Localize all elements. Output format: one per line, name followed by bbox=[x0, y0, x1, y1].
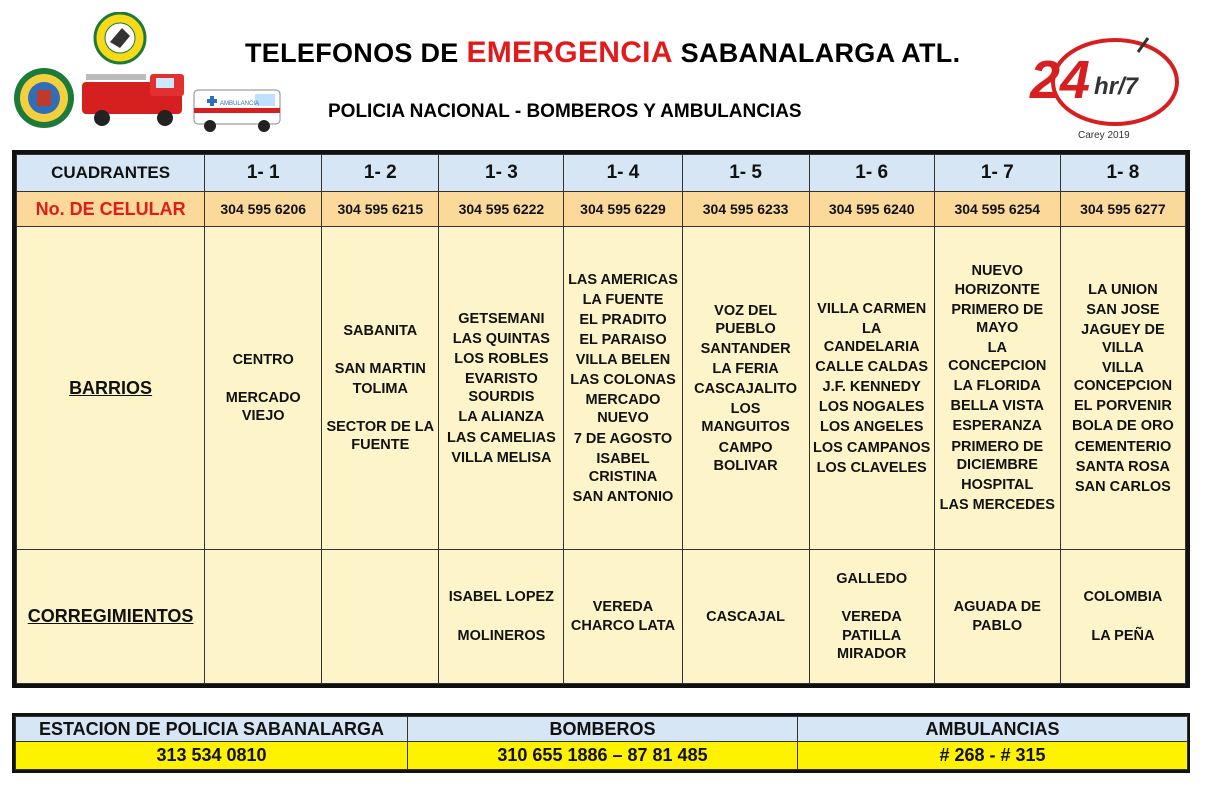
list-item: NUEVO HORIZONTE bbox=[954, 263, 1040, 298]
list-item: LAS QUINTAS bbox=[452, 330, 550, 347]
corregimientos-cell bbox=[322, 550, 439, 684]
phone-cell: 304 595 6222 bbox=[439, 192, 564, 227]
list-item: LA FERIA bbox=[712, 361, 779, 378]
list-item: J.F. KENNEDY bbox=[822, 379, 921, 396]
phone-cell: 304 595 6229 bbox=[564, 192, 682, 227]
quadrant-cell: 1- 7 bbox=[934, 155, 1060, 192]
ambulance-icon bbox=[194, 90, 280, 132]
list-item: VOZ DEL PUEBLO bbox=[714, 302, 777, 337]
barrios-cell bbox=[1060, 227, 1185, 550]
list-item: COLOMBIA bbox=[1083, 589, 1163, 606]
list-item: BELLA VISTA bbox=[950, 398, 1044, 415]
barrios-cell bbox=[205, 227, 322, 550]
quadrant-cell: 1- 5 bbox=[682, 155, 809, 192]
quadrant-cell: 1- 6 bbox=[809, 155, 934, 192]
list-item: LA ALIANZA bbox=[458, 409, 545, 426]
list-item: SAN JOSE bbox=[1086, 301, 1160, 318]
logos-group bbox=[10, 12, 290, 132]
list-item: CALLE CALDAS bbox=[815, 359, 929, 376]
list-item: CASCAJAL bbox=[706, 608, 786, 625]
list-item: SANTANDER bbox=[700, 340, 791, 357]
list-item: EVARISTO SOURDIS bbox=[464, 371, 538, 406]
list-item: LA FUENTE bbox=[582, 291, 664, 308]
list-item: LOS ROBLES bbox=[454, 351, 549, 368]
list-item: VEREDA PATILLA MIRADOR bbox=[837, 609, 907, 662]
list-item: LA FLORIDA bbox=[953, 378, 1041, 395]
corregimientos-cell bbox=[1060, 550, 1185, 684]
spacer bbox=[442, 609, 560, 625]
list-item: SAN ANTONIO bbox=[572, 488, 674, 505]
barrios-cell bbox=[682, 227, 809, 550]
title-suffix: SABANALARGA ATL. bbox=[680, 38, 961, 68]
list-item: VILLA CARMEN bbox=[817, 300, 927, 317]
list-item: JAGUEY DE VILLA bbox=[1081, 321, 1165, 356]
quadrants-label: CUADRANTES bbox=[17, 155, 205, 192]
list-item: BOLA DE ORO bbox=[1072, 418, 1174, 435]
barrios-cell bbox=[934, 227, 1060, 550]
badge-hr7: hr/7 bbox=[1094, 73, 1139, 100]
corregimientos-cell bbox=[564, 550, 682, 684]
police-station-phone: 313 534 0810 bbox=[16, 742, 408, 770]
list-item: EL PARAISO bbox=[579, 331, 667, 348]
fire-truck-icon bbox=[82, 74, 184, 126]
spacer bbox=[813, 590, 931, 606]
contacts-values-row bbox=[16, 742, 1188, 770]
phone-cell: 304 595 6206 bbox=[205, 192, 322, 227]
list-item: LA UNION bbox=[1088, 281, 1158, 298]
list-item: CEMENTERIO bbox=[1074, 438, 1172, 455]
spacer bbox=[208, 371, 318, 387]
list-item: 7 DE AGOSTO bbox=[573, 430, 673, 447]
list-item: LAS CAMELIAS bbox=[447, 429, 556, 446]
list-item: SABANITA bbox=[343, 322, 418, 339]
list-item: LOS MANGUITOS bbox=[701, 401, 790, 436]
page-subtitle: POLICIA NACIONAL - BOMBEROS Y AMBULANCIAS bbox=[328, 101, 802, 122]
phone-cell: 304 595 6215 bbox=[322, 192, 439, 227]
phone-cell: 304 595 6233 bbox=[682, 192, 809, 227]
list-item: CASCAJALITO bbox=[694, 381, 797, 398]
list-item: SECTOR DE LA FUENTE bbox=[326, 419, 435, 454]
list-item: VILLA BELEN bbox=[575, 352, 671, 369]
list-item: ESPERANZA bbox=[952, 418, 1042, 435]
corregimientos-row bbox=[17, 550, 1186, 684]
list-item: EL PORVENIR bbox=[1074, 398, 1172, 415]
list-item: LAS MERCEDES bbox=[939, 496, 1055, 513]
contacts-header-row bbox=[16, 717, 1188, 742]
list-item: LA CONCEPCION bbox=[948, 339, 1047, 375]
list-item: LOS CLAVELES bbox=[816, 459, 927, 476]
quadrant-cell: 1- 3 bbox=[439, 155, 564, 192]
phone-label: No. DE CELULAR bbox=[17, 192, 205, 227]
quadrant-cell: 1- 2 bbox=[322, 155, 439, 192]
corregimientos-cell bbox=[809, 550, 934, 684]
page-title bbox=[245, 36, 960, 70]
ambulances-header: AMBULANCIAS bbox=[798, 717, 1188, 742]
communications-seal-icon bbox=[95, 13, 145, 63]
list-item: AGUADA DE PABLO bbox=[953, 599, 1041, 634]
credit-text: Carey 2019 bbox=[1078, 130, 1130, 141]
phones-row bbox=[17, 192, 1186, 227]
police-shield-icon bbox=[14, 68, 74, 128]
list-item: LOS NOGALES bbox=[818, 399, 925, 416]
list-item: VILLA CONCEPCION bbox=[1073, 360, 1173, 395]
barrios-row bbox=[17, 227, 1186, 550]
quadrant-cell: 1- 1 bbox=[205, 155, 322, 192]
24-7-badge-icon bbox=[1020, 30, 1190, 145]
list-item: SAN CARLOS bbox=[1074, 478, 1171, 495]
list-item: PRIMERO DE MAYO bbox=[951, 301, 1044, 336]
list-item: SAN MARTIN bbox=[334, 361, 426, 378]
list-item: LOS ANGELES bbox=[819, 419, 924, 436]
police-station-header: ESTACION DE POLICIA SABANALARGA bbox=[16, 717, 408, 742]
barrios-cell bbox=[809, 227, 934, 550]
barrios-cell bbox=[439, 227, 564, 550]
list-item: TOLIMA bbox=[352, 381, 408, 398]
list-item: MERCADO VIEJO bbox=[225, 390, 301, 425]
quadrants-table bbox=[12, 150, 1190, 688]
corregimientos-cell bbox=[205, 550, 322, 684]
barrios-label: BARRIOS bbox=[17, 227, 205, 550]
list-item: SANTA ROSA bbox=[1075, 458, 1171, 475]
title-prefix: TELEFONOS DE bbox=[245, 38, 459, 68]
quadrant-cell: 1- 4 bbox=[564, 155, 682, 192]
list-item: ISABEL CRISTINA bbox=[588, 450, 658, 485]
list-item: MERCADO NUEVO bbox=[585, 392, 661, 427]
firefighters-header: BOMBEROS bbox=[408, 717, 798, 742]
list-item: LAS COLONAS bbox=[570, 372, 676, 389]
list-item: LA CANDELARIA bbox=[823, 320, 920, 355]
corregimientos-cell bbox=[934, 550, 1060, 684]
spacer bbox=[1064, 609, 1182, 625]
contacts-table bbox=[12, 713, 1190, 773]
list-item: GALLEDO bbox=[836, 571, 908, 588]
quadrants-header-row bbox=[17, 155, 1186, 192]
list-item: PRIMERO DE DICIEMBRE bbox=[951, 438, 1044, 473]
quadrant-cell: 1- 8 bbox=[1060, 155, 1185, 192]
list-item: CENTRO bbox=[232, 352, 294, 369]
corregimientos-cell bbox=[682, 550, 809, 684]
phone-cell: 304 595 6254 bbox=[934, 192, 1060, 227]
phone-cell: 304 595 6277 bbox=[1060, 192, 1185, 227]
list-item: MOLINEROS bbox=[457, 627, 546, 644]
spacer bbox=[325, 400, 435, 416]
spacer bbox=[325, 342, 435, 358]
list-item: LAS AMERICAS bbox=[568, 271, 678, 288]
list-item: CAMPO BOLIVAR bbox=[713, 439, 778, 474]
title-highlight: EMERGENCIA bbox=[466, 36, 673, 69]
list-item: VILLA MELISA bbox=[451, 449, 552, 466]
list-item: VEREDA CHARCO LATA bbox=[570, 599, 676, 634]
list-item: ISABEL LOPEZ bbox=[448, 589, 555, 606]
list-item: GETSEMANI bbox=[458, 310, 545, 327]
ambulances-phone: # 268 - # 315 bbox=[798, 742, 1188, 770]
barrios-cell bbox=[322, 227, 439, 550]
list-item: LOS CAMPANOS bbox=[812, 439, 931, 456]
badge-24: 24 bbox=[1030, 50, 1091, 110]
phone-cell: 304 595 6240 bbox=[809, 192, 934, 227]
firefighters-phone: 310 655 1886 – 87 81 485 bbox=[408, 742, 798, 770]
list-item: EL PRADITO bbox=[579, 311, 667, 328]
barrios-cell bbox=[564, 227, 682, 550]
list-item: HOSPITAL bbox=[961, 476, 1034, 493]
corregimientos-cell bbox=[439, 550, 564, 684]
list-item: LA PEÑA bbox=[1091, 627, 1155, 644]
corregimientos-label: CORREGIMIENTOS bbox=[17, 550, 205, 684]
ambulance-text: AMBULANCIA bbox=[220, 101, 260, 107]
